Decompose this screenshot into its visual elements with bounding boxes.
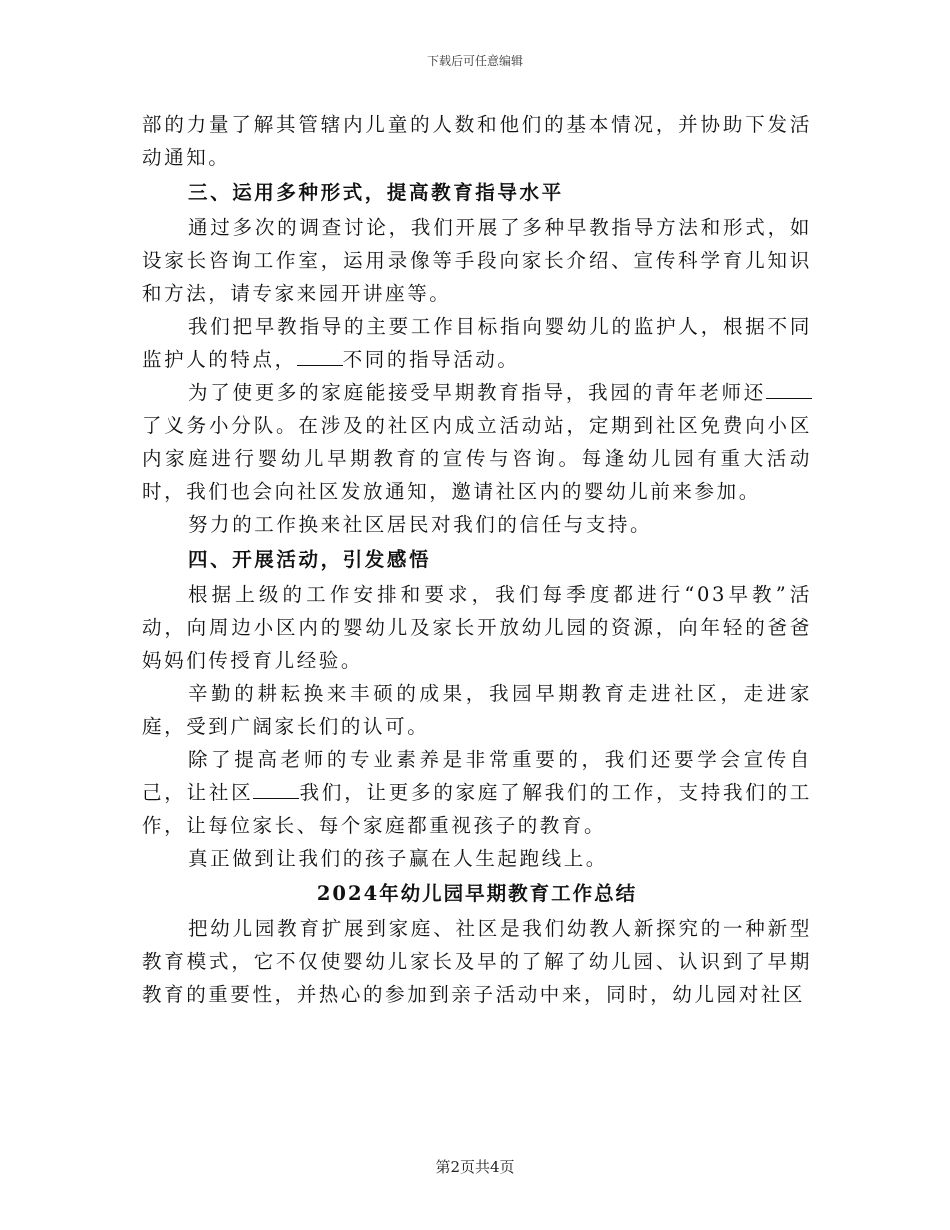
paragraph-4-part-b: 了义务小分队。在涉及的社区内成立活动站，定期到社区免费向小区内家庭进行婴幼儿早期教育的宣传与咨询。每逢幼儿园有重大活动时，我们也会向社区发放通知，邀请社区内的婴幼儿前来参加。: [142, 414, 812, 503]
paragraph-8-part-b: 我们，让更多的家庭了解我们的工作，支持我们的工作，让每位家长、每个家庭都重视孩子的教育。: [142, 781, 812, 837]
paragraph-3-part-a: 我们把早教指导的主要工作目标指向婴幼儿的监护人，根据不同监护人的特点，: [142, 315, 812, 371]
paragraph-8-part-a: 除了提高老师的专业素养是非常重要的，我们还要学会宣传自己，让社区: [142, 748, 812, 804]
paragraph-3: [142, 310, 812, 376]
paragraph-2: 通过多次的调查讨论，我们开展了多种早教指导方法和形式，如设家长咨询工作室，运用录像等手段向家长介绍、宣传科学育儿知识和方法，请专家来园开讲座等。: [142, 216, 812, 305]
paragraph-4: [142, 376, 812, 508]
paragraph-4-part-a: 为了使更多的家庭能接受早期教育指导，我园的青年老师还: [188, 381, 766, 404]
paragraph-10: 把幼儿园教育扩展到家庭、社区是我们幼教人新探究的一种新型教育模式，它不仅使婴幼儿家长及早的了解了幼儿园、认识到了早期教育的重要性，并热心的参加到亲子活动中来，同时，幼儿园对社区: [142, 917, 812, 1006]
paragraph-7: 辛勤的耕耘换来丰硕的成果，我园早期教育走进社区，走进家庭，受到广阔家长们的认可。: [142, 682, 812, 738]
page-number: 第2页共4页: [435, 1158, 515, 1176]
paragraph-5: 努力的工作换来社区居民对我们的信任与支持。: [188, 513, 653, 536]
document-title: 2024年幼儿园早期教育工作总结: [316, 882, 638, 905]
fill-blank-3: [253, 780, 299, 799]
section-heading-3: 三、运用多种形式，提高教育指导水平: [188, 181, 564, 204]
fill-blank-2: [766, 380, 812, 399]
section-heading-4: 四、开展活动，引发感悟: [188, 548, 432, 571]
paragraph-3-part-b: 不同的指导活动。: [342, 348, 520, 371]
fill-blank-1: [297, 347, 343, 366]
document-body: [142, 108, 812, 1011]
paragraph-8: [142, 743, 812, 842]
page-header-note: 下载后可任意编辑: [426, 54, 523, 68]
paragraph-6: 根据上级的工作安排和要求，我们每季度都进行“03早教”活动，向周边小区内的婴幼儿及家长开放幼儿园的资源，向年轻的爸爸妈妈们传授育儿经验。: [142, 583, 812, 672]
paragraph-1: 部的力量了解其管辖内儿童的人数和他们的基本情况，并协助下发活动通知。: [142, 113, 812, 169]
paragraph-9: 真正做到让我们的孩子赢在人生起跑线上。: [188, 847, 608, 870]
